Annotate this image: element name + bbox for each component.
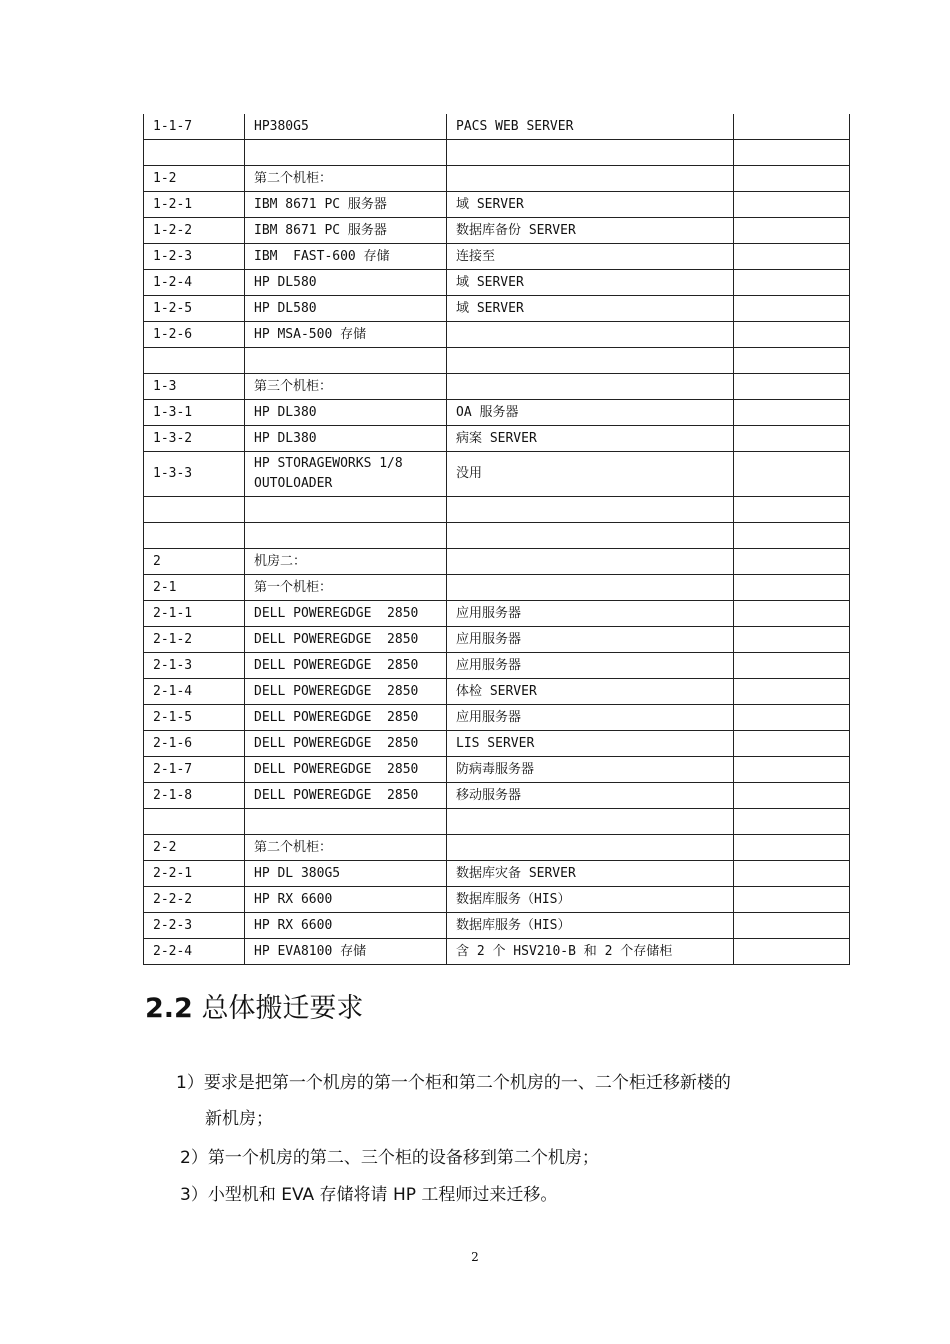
table-cell: IBM FAST-600 存储 (245, 244, 447, 270)
page-number: 2 (471, 1250, 479, 1264)
table-cell: HP RX 6600 (245, 887, 447, 913)
table-cell: 含 2 个 HSV210-B 和 2 个存储柜 (447, 939, 734, 965)
table-cell (734, 835, 850, 861)
table-cell (734, 400, 850, 426)
table-cell: LIS SERVER (447, 731, 734, 757)
table-row (144, 913, 850, 939)
table-cell (447, 809, 734, 835)
table-cell: 1-2-2 (144, 218, 245, 244)
table-row (144, 679, 850, 705)
table-cell (245, 809, 447, 835)
table-cell (447, 497, 734, 523)
table-cell: 数据库服务（HIS） (447, 913, 734, 939)
table-cell: 2 (144, 549, 245, 575)
table-cell (734, 192, 850, 218)
table-cell (447, 140, 734, 166)
table-cell (447, 322, 734, 348)
table-cell (245, 348, 447, 374)
table-row (144, 296, 850, 322)
table-cell (734, 861, 850, 887)
table-row (144, 809, 850, 835)
table-cell (245, 523, 447, 549)
table-cell: DELL POWEREGDGE 2850 (245, 601, 447, 627)
table-cell (734, 913, 850, 939)
table-cell: 2-2 (144, 835, 245, 861)
table-cell (734, 601, 850, 627)
table-row (144, 653, 850, 679)
equipment-table (143, 114, 850, 965)
table-cell: 移动服务器 (447, 783, 734, 809)
table-cell: 第二个机柜： (245, 835, 447, 861)
table-cell: 应用服务器 (447, 653, 734, 679)
table-cell (447, 348, 734, 374)
table-cell (734, 939, 850, 965)
table-cell: 2-2-2 (144, 887, 245, 913)
table-row (144, 270, 850, 296)
table-cell: 应用服务器 (447, 705, 734, 731)
table-cell: 1-2 (144, 166, 245, 192)
table-cell (734, 270, 850, 296)
table-cell: 第一个机柜： (245, 575, 447, 601)
table-cell (734, 705, 850, 731)
table-cell (447, 374, 734, 400)
table-row (144, 374, 850, 400)
table-row (144, 322, 850, 348)
table-cell (734, 731, 850, 757)
table-cell (734, 497, 850, 523)
table-row (144, 705, 850, 731)
table-row (144, 575, 850, 601)
section-number: 2.2 (145, 993, 193, 1024)
table-cell: DELL POWEREGDGE 2850 (245, 705, 447, 731)
table-row (144, 939, 850, 965)
table-cell (734, 549, 850, 575)
table-cell: 1-2-3 (144, 244, 245, 270)
table-row (144, 887, 850, 913)
table-row (144, 166, 850, 192)
table-cell: 1-3-3 (144, 452, 245, 497)
table-row (144, 783, 850, 809)
table-cell: 2-1-8 (144, 783, 245, 809)
table-cell: 2-1-5 (144, 705, 245, 731)
table-cell: 防病毒服务器 (447, 757, 734, 783)
table-cell (734, 679, 850, 705)
table-cell: IBM 8671 PC 服务器 (245, 218, 447, 244)
table-row (144, 192, 850, 218)
table-row (144, 452, 850, 497)
table-cell: 2-1-2 (144, 627, 245, 653)
table-cell: 1-2-4 (144, 270, 245, 296)
table-cell (734, 426, 850, 452)
table-cell (734, 887, 850, 913)
table-cell (734, 114, 850, 140)
table-cell: 病案 SERVER (447, 426, 734, 452)
table-cell: HP MSA-500 存储 (245, 322, 447, 348)
table-cell: DELL POWEREGDGE 2850 (245, 731, 447, 757)
table-cell (734, 653, 850, 679)
table-cell: 1-3 (144, 374, 245, 400)
table-cell (734, 218, 850, 244)
table-cell: DELL POWEREGDGE 2850 (245, 679, 447, 705)
table-cell: 第三个机柜： (245, 374, 447, 400)
table-cell: HP DL380 (245, 426, 447, 452)
table-cell: 没用 (447, 452, 734, 497)
requirement-item-3: 3）小型机和 EVA 存储将请 HP 工程师过来迁移。 (180, 1185, 558, 1205)
table-cell: 2-1-3 (144, 653, 245, 679)
table-cell: 1-3-2 (144, 426, 245, 452)
table-cell (734, 575, 850, 601)
table-cell: 2-2-4 (144, 939, 245, 965)
table-row (144, 861, 850, 887)
table-row (144, 348, 850, 374)
table-cell: HP EVA8100 存储 (245, 939, 447, 965)
table-row (144, 497, 850, 523)
table-cell: PACS WEB SERVER (447, 114, 734, 140)
table-cell: HP DL 380G5 (245, 861, 447, 887)
table-cell: 1-2-5 (144, 296, 245, 322)
table-cell: 应用服务器 (447, 627, 734, 653)
table-row (144, 627, 850, 653)
table-cell: HP DL580 (245, 296, 447, 322)
table-cell: 2-2-3 (144, 913, 245, 939)
table-row (144, 757, 850, 783)
table-cell: HP DL580 (245, 270, 447, 296)
table-row (144, 601, 850, 627)
table-cell: DELL POWEREGDGE 2850 (245, 653, 447, 679)
table-cell: 应用服务器 (447, 601, 734, 627)
requirement-item-2: 2）第一个机房的第二、三个柜的设备移到第二个机房； (180, 1148, 599, 1168)
table-row (144, 835, 850, 861)
table-cell (734, 783, 850, 809)
table-cell (734, 296, 850, 322)
table-cell: DELL POWEREGDGE 2850 (245, 783, 447, 809)
table-row (144, 244, 850, 270)
table-cell: 数据库服务（HIS） (447, 887, 734, 913)
table-cell: 2-1-6 (144, 731, 245, 757)
table-cell (734, 523, 850, 549)
table-cell (447, 575, 734, 601)
table-cell: 2-1 (144, 575, 245, 601)
table-cell: 2-2-1 (144, 861, 245, 887)
requirement-item-1-line-1: 1）要求是把第一个机房的第一个柜和第二个机房的一、二个柜迁移新楼的 (176, 1073, 731, 1093)
table-cell (144, 140, 245, 166)
table-cell: OA 服务器 (447, 400, 734, 426)
table-cell (447, 549, 734, 575)
table-cell (734, 809, 850, 835)
table-cell (144, 497, 245, 523)
section-heading (145, 986, 363, 1025)
table-cell: IBM 8671 PC 服务器 (245, 192, 447, 218)
equipment-table-body (144, 114, 850, 965)
table-cell (734, 244, 850, 270)
table-cell: 数据库灾备 SERVER (447, 861, 734, 887)
table-cell: 第二个机柜： (245, 166, 447, 192)
table-cell: 2-1-1 (144, 601, 245, 627)
table-cell (144, 809, 245, 835)
table-cell: 1-2-1 (144, 192, 245, 218)
table-row (144, 140, 850, 166)
table-cell (447, 523, 734, 549)
table-cell (447, 835, 734, 861)
table-cell (144, 348, 245, 374)
table-cell (734, 166, 850, 192)
table-row (144, 731, 850, 757)
table-cell: DELL POWEREGDGE 2850 (245, 627, 447, 653)
requirement-item-1-line-2: 新机房； (205, 1109, 273, 1129)
table-cell (245, 140, 447, 166)
table-cell (245, 497, 447, 523)
table-cell: 域 SERVER (447, 296, 734, 322)
table-cell: 域 SERVER (447, 270, 734, 296)
table-cell: 体检 SERVER (447, 679, 734, 705)
table-cell: HP STORAGEWORKS 1/8 OUTOLOADER (245, 452, 447, 497)
table-row (144, 426, 850, 452)
table-cell: 2-1-7 (144, 757, 245, 783)
table-row (144, 523, 850, 549)
table-cell: 1-3-1 (144, 400, 245, 426)
table-cell: HP DL380 (245, 400, 447, 426)
section-title: 总体搬迁要求 (201, 993, 364, 1024)
table-cell (734, 374, 850, 400)
table-cell (144, 523, 245, 549)
table-cell: 域 SERVER (447, 192, 734, 218)
table-row (144, 400, 850, 426)
table-cell (447, 166, 734, 192)
table-row (144, 549, 850, 575)
table-cell: HP380G5 (245, 114, 447, 140)
table-cell: HP RX 6600 (245, 913, 447, 939)
table-cell: 1-2-6 (144, 322, 245, 348)
table-row (144, 218, 850, 244)
table-row (144, 114, 850, 140)
table-cell (734, 452, 850, 497)
table-cell: DELL POWEREGDGE 2850 (245, 757, 447, 783)
table-cell (734, 757, 850, 783)
table-cell: 连接至 (447, 244, 734, 270)
table-cell: 1-1-7 (144, 114, 245, 140)
table-cell (734, 627, 850, 653)
table-cell: 机房二： (245, 549, 447, 575)
table-cell: 2-1-4 (144, 679, 245, 705)
table-cell (734, 322, 850, 348)
table-cell (734, 140, 850, 166)
table-cell (734, 348, 850, 374)
table-cell: 数据库备份 SERVER (447, 218, 734, 244)
